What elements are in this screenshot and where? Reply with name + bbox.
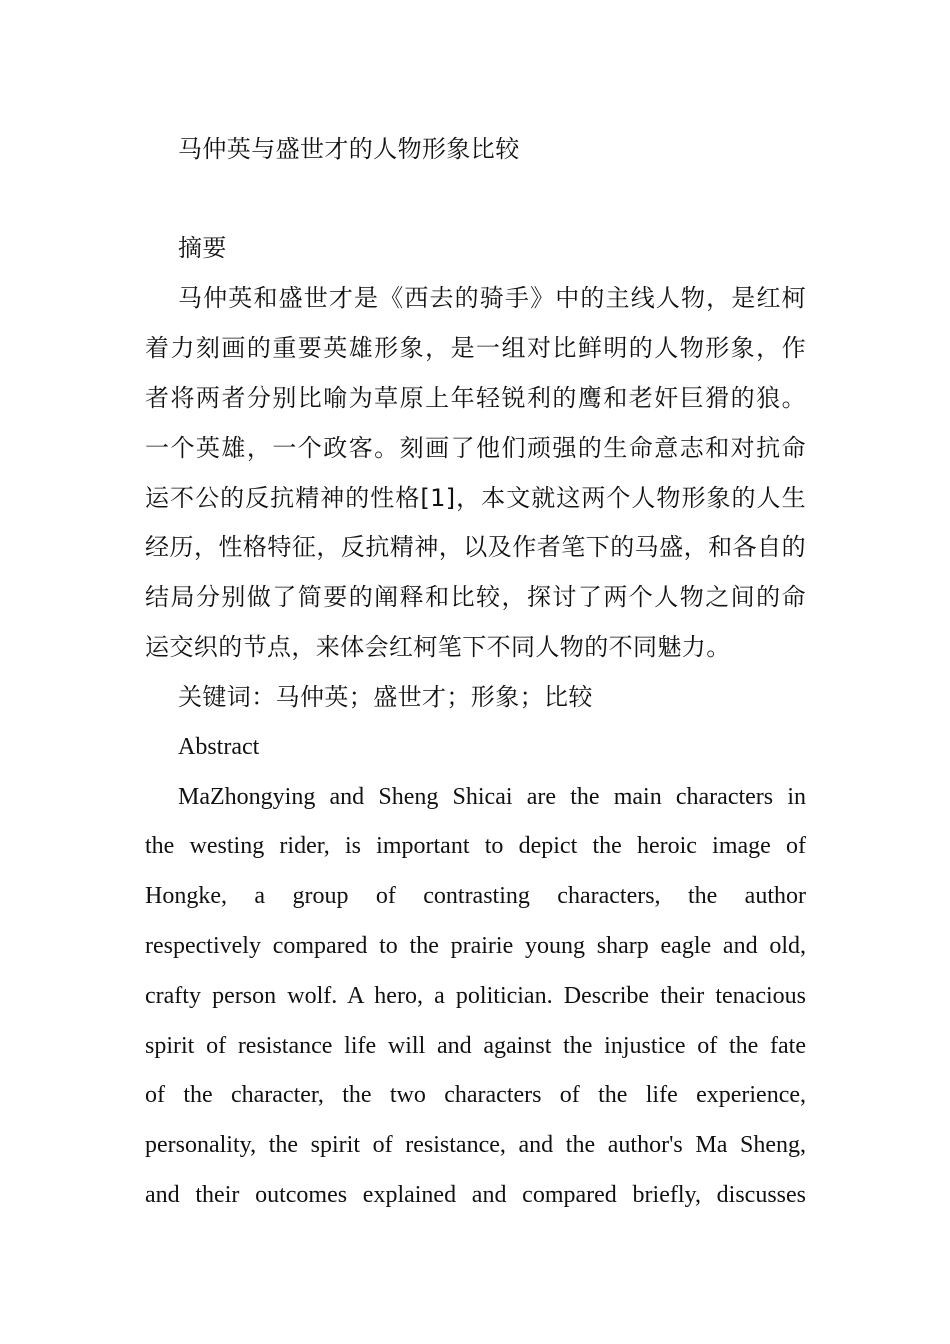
abstract-en-line: Hongke, a group of contrasting characters, the author <box>145 883 806 909</box>
abstract-heading-en: Abstract <box>178 734 260 760</box>
abstract-en-line: personality, the spirit of resistance, and the author's Ma Sheng, <box>145 1132 806 1158</box>
abstract-en-line: and their outcomes explained and compared briefly, discusses <box>145 1182 806 1208</box>
document-title: 马仲英与盛世才的人物形象比较 <box>178 135 520 163</box>
abstract-zh-line: 经历，性格特征，反抗精神，以及作者笔下的马盛，和各自的 <box>145 533 806 561</box>
abstract-en-line: crafty person wolf. A hero, a politician. Describe their tenacious <box>145 983 806 1009</box>
abstract-zh-line: 马仲英和盛世才是《西去的骑手》中的主线人物，是红柯 <box>178 284 806 312</box>
abstract-en-line: MaZhongying and Sheng Shicai are the main characters in <box>178 784 806 810</box>
abstract-en-line: of the character, the two characters of the life experience, <box>145 1082 806 1108</box>
abstract-en-line: spirit of resistance life will and against the injustice of the fate <box>145 1033 806 1059</box>
keywords-zh: 关键词：马仲英；盛世才；形象；比较 <box>178 683 593 711</box>
abstract-zh-line: 运交织的节点，来体会红柯笔下不同人物的不同魅力。 <box>145 633 731 661</box>
abstract-zh-line: 结局分别做了简要的阐释和比较，探讨了两个人物之间的命 <box>145 583 806 611</box>
abstract-en-line: respectively compared to the prairie young sharp eagle and old, <box>145 933 806 959</box>
abstract-zh-line: 运不公的反抗精神的性格[1]，本文就这两个人物形象的人生 <box>145 484 806 512</box>
abstract-zh-line: 者将两者分别比喻为草原上年轻锐利的鹰和老奸巨猾的狼。 <box>145 384 806 412</box>
abstract-zh-line: 着力刻画的重要英雄形象，是一组对比鲜明的人物形象，作 <box>145 334 806 362</box>
document-page <box>145 0 806 1344</box>
abstract-en-line: the westing rider, is important to depict the heroic image of <box>145 833 806 859</box>
abstract-heading-zh: 摘要 <box>178 234 227 262</box>
abstract-zh-line: 一个英雄，一个政客。刻画了他们顽强的生命意志和对抗命 <box>145 434 806 462</box>
